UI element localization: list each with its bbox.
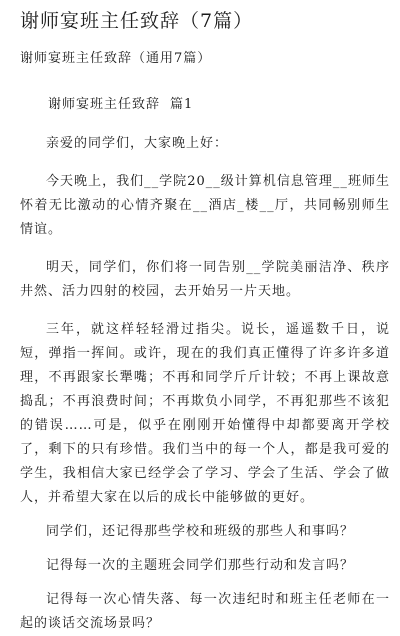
- document-subtitle: 谢师宴班主任致辞（通用7篇）: [20, 51, 212, 66]
- body-paragraph: 记得每一次的主题班会同学们那些行动和发言吗？: [46, 558, 355, 573]
- document-title: 谢师宴班主任致辞（7篇）: [20, 10, 254, 32]
- body-paragraph: 记得每一次心情失落、每一次违纪时和班主任老师在一起的谈话交流场景吗？: [20, 592, 390, 631]
- body-paragraph: 同学们，还记得那些学校和班级的那些人和事吗？: [46, 524, 355, 539]
- body-paragraph: 今天晚上，我们__学院20__级计算机信息管理__班师生怀着无比激动的心情齐聚在__酒店_楼__厅，共同畅别师生情谊。: [20, 174, 390, 237]
- article-title-text: 谢师宴班主任致辞: [48, 97, 161, 112]
- article-number: 篇1: [170, 97, 194, 112]
- body-paragraph: 三年，就这样轻轻滑过指尖。说长，遥遥数千日，说短，弹指一挥间。或许，现在的我们真正懂得了许多许多道理，不再跟家长犟嘴；不再和同学斤斤计较；不再上课故意捣乱；不再浪费时间；不再欺负小同学，不再犯那些不该犯的错误……可是，似乎在刚刚开始懂得中却都要离开学校了，剩下的只有珍惜。我们当中的每一个人，都是我可爱的学生，我相信大家已经学会了学习、学会了生活、学会了做人，并希望大家在以后的成长中能够做的更好。: [20, 322, 390, 505]
- body-paragraph: 明天，同学们，你们将一同告别__学院美丽洁净、秩序井然、活力四射的校园，去开始另一片天地。: [20, 260, 390, 299]
- greeting-paragraph: 亲爱的同学们，大家晚上好：: [46, 136, 229, 151]
- article-heading: [48, 96, 390, 114]
